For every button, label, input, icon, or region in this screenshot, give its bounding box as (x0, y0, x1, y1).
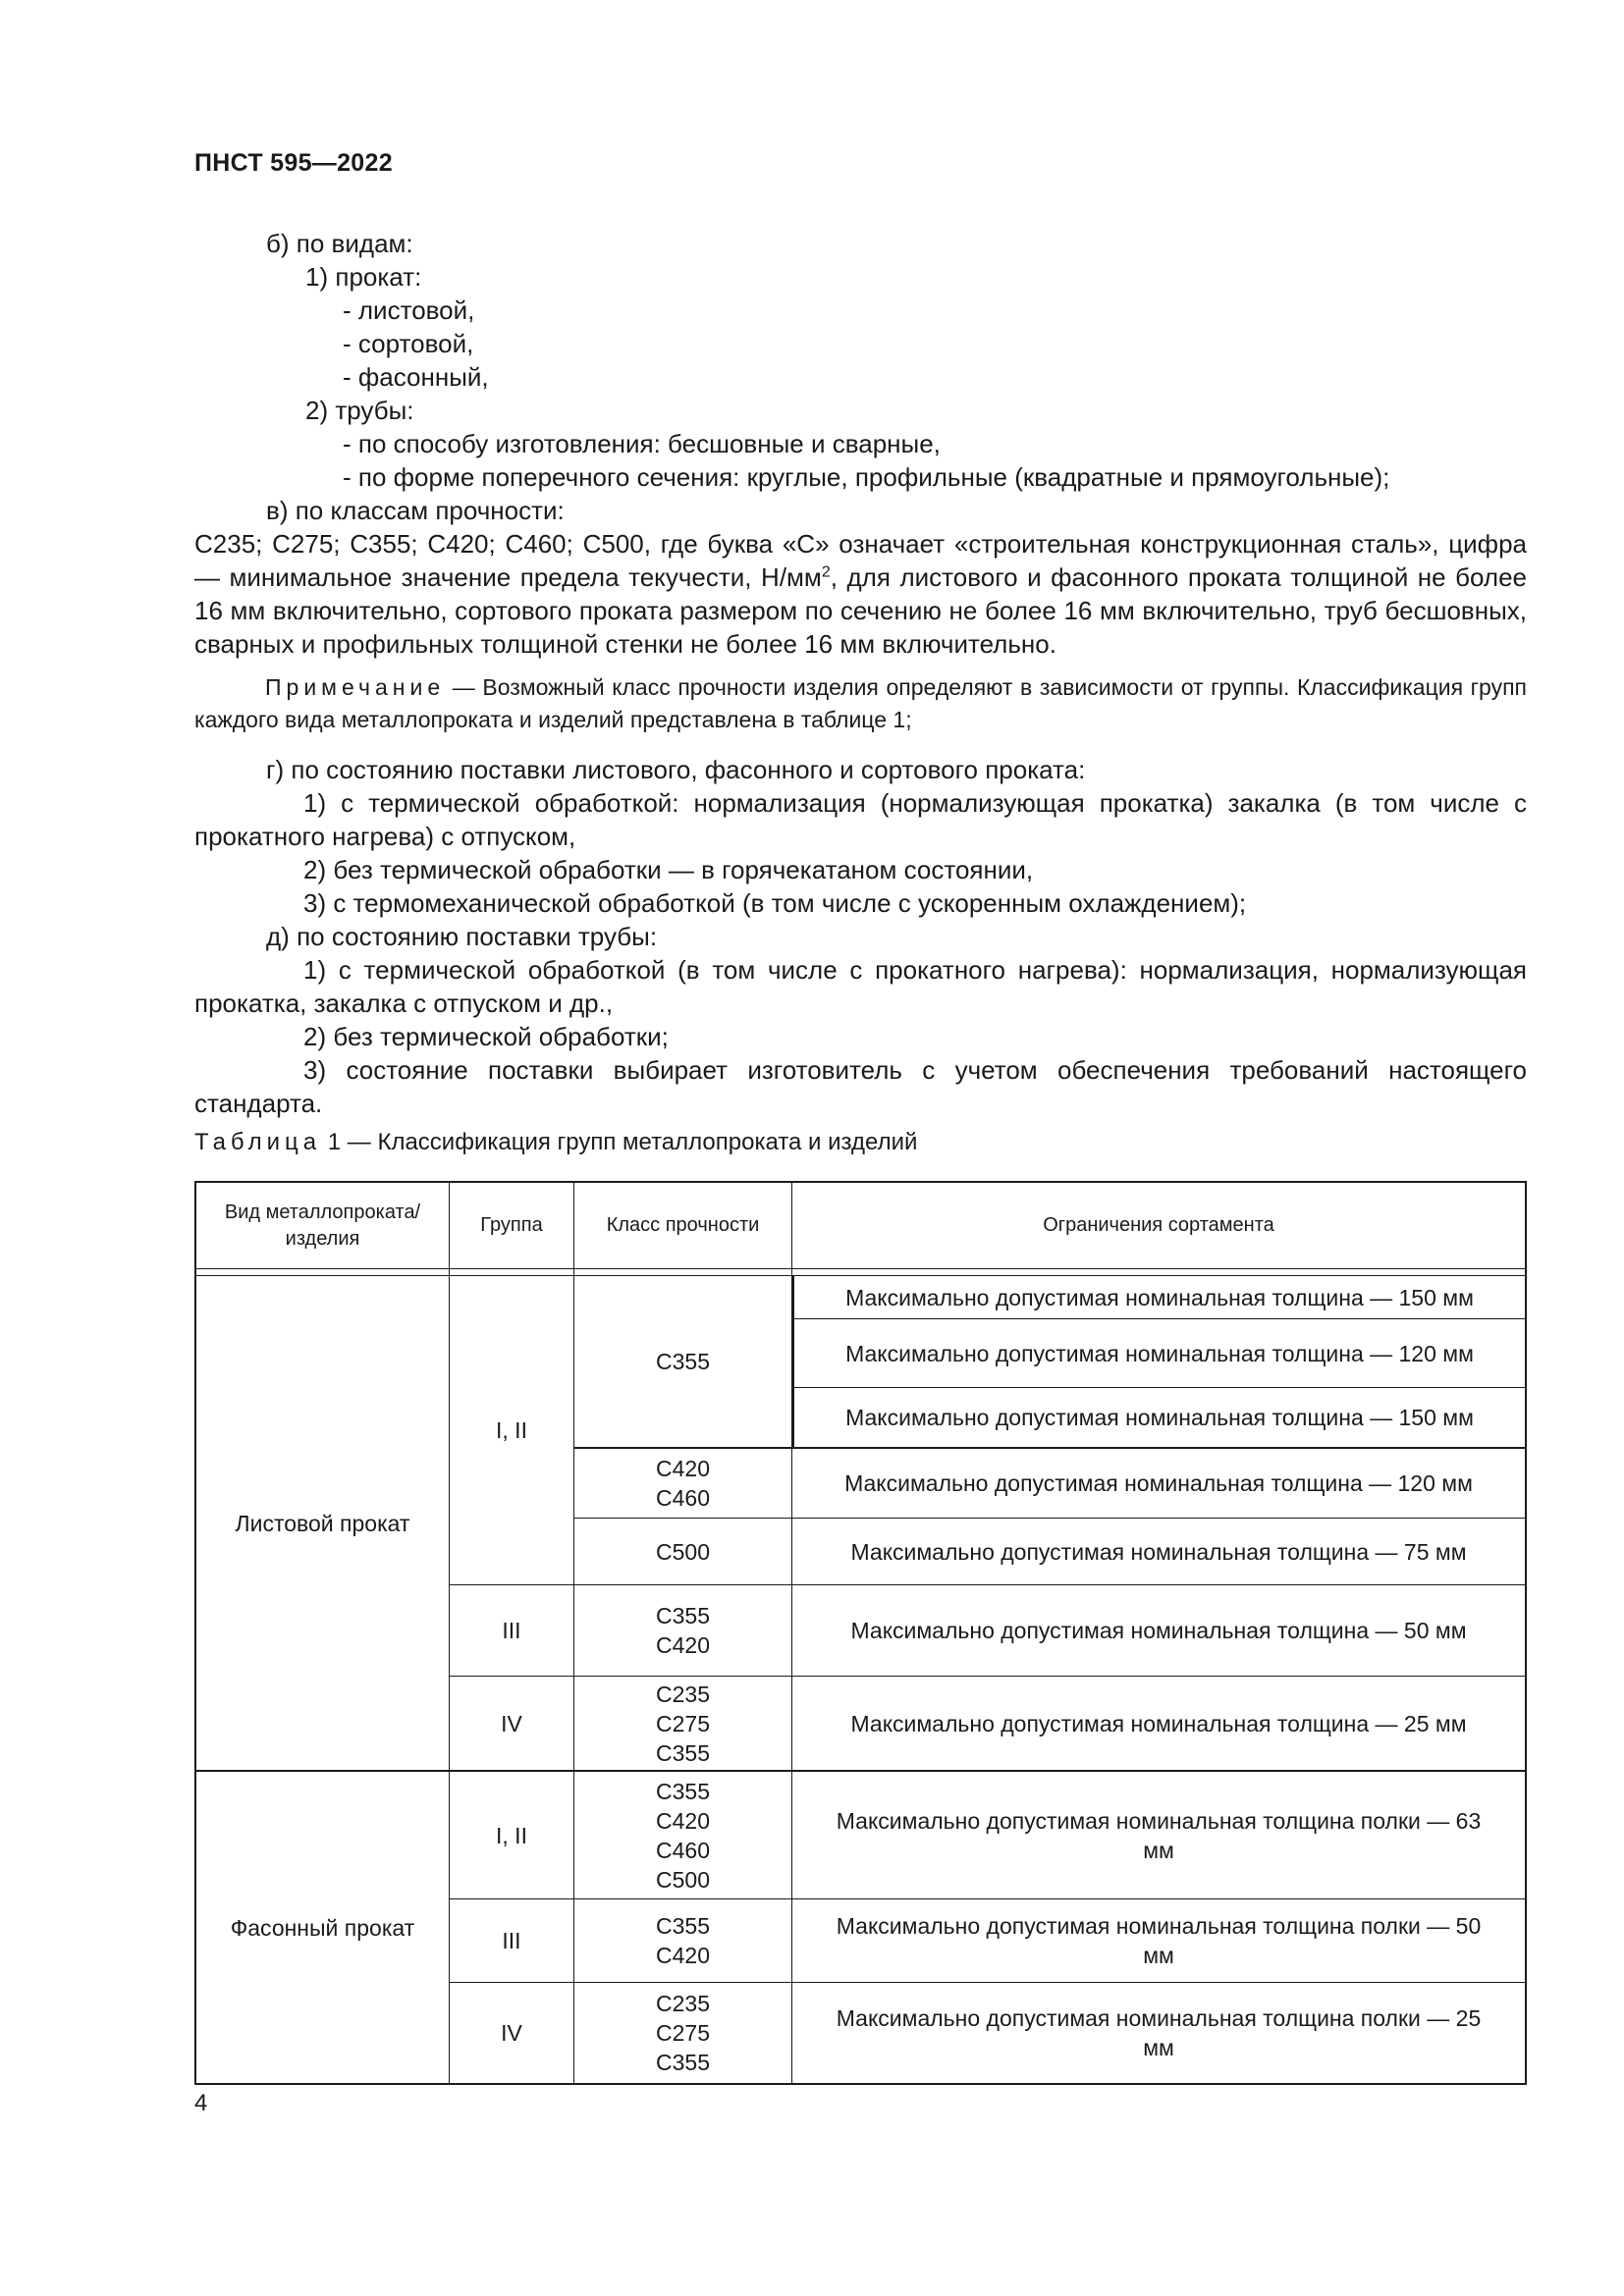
column-header-class: Класс прочности (574, 1183, 792, 1269)
class-cell: С355 (574, 1276, 792, 1449)
list-item-g1: 1) с термической обработкой: нормализация (нормализующая прокатка) закалка (в том числе с прокатного нагрева) с отпуском, (194, 788, 1527, 851)
note-paragraph (194, 671, 1527, 736)
list-marker: 2) (305, 396, 329, 425)
note-text: — Возможный класс прочности изделия определяют в зависимости от группы. Классификация групп каждого вида металлопроката и изделий представлена в таблице 1; (194, 674, 1527, 732)
list-text: трубы: (335, 396, 414, 425)
list-text: по состоянию поставки трубы: (297, 922, 658, 951)
superscript: 2 (821, 563, 831, 581)
column-header-group: Группа (450, 1183, 574, 1269)
group-cell: IV (450, 1983, 574, 2083)
limit-cell: Максимально допустимая номинальная толщина — 120 мм (792, 1449, 1525, 1519)
list-item-b (266, 227, 413, 260)
class-value: С460 (656, 1485, 710, 1511)
header-spacer (574, 1269, 792, 1276)
list-item-d2: 2) без термической обработки; (303, 1022, 669, 1051)
class-value: С275 (656, 2020, 710, 2046)
list-text: по классам прочности: (295, 496, 565, 525)
class-cell (574, 1677, 792, 1772)
list-item-d3: 3) состояние поставки выбирает изготовитель с учетом обеспечения требований настоящего стандарта. (194, 1055, 1527, 1118)
header-spacer (450, 1269, 574, 1276)
list-item: - сортовой, (343, 329, 474, 358)
list-item-g (266, 753, 1085, 786)
class-cell: С500 (574, 1519, 792, 1585)
page-number: 4 (194, 2090, 208, 2116)
limit-cell: Максимально допустимая номинальная толщина — 120 мм (792, 1319, 1525, 1388)
list-marker: 1) (305, 262, 329, 292)
list-item: - по способу изготовления: бесшовные и сварные, (343, 429, 941, 458)
list-item-d1: 1) с термической обработкой (в том числе с прокатного нагрева): нормализация, нормализующая прокатка, закалка с отпуском и др., (194, 955, 1527, 1018)
group-cell: III (450, 1585, 574, 1677)
list-item: - листовой, (343, 295, 475, 325)
limit-cell: Максимально допустимая номинальная толщина полки — 63 мм (792, 1772, 1525, 1899)
note-label: Примечание (265, 674, 446, 700)
caption-label: Таблица (194, 1129, 322, 1155)
class-value: С275 (656, 1710, 710, 1736)
header-spacer (196, 1269, 450, 1276)
limit-cell: Максимально допустимая номинальная толщина полки — 25 мм (836, 2005, 1482, 2060)
list-text: по видам: (296, 229, 413, 258)
column-header-limits: Ограничения сортамента (792, 1183, 1525, 1269)
list-marker: г) (266, 755, 285, 784)
class-value: С420 (656, 1456, 710, 1481)
list-marker: б) (266, 229, 290, 258)
list-marker: в) (266, 496, 289, 525)
list-item-g3: 3) с термомеханической обработкой (в том числе с ускоренным охлаждением); (303, 888, 1247, 918)
strength-classes-paragraph (194, 527, 1527, 661)
class-value: С355 (656, 2050, 710, 2075)
class-cell (574, 1899, 792, 1983)
class-value: С355 (656, 1603, 710, 1629)
limit-cell: Максимально допустимая номинальная толщина — 50 мм (792, 1585, 1525, 1677)
group-cell: I, II (450, 1772, 574, 1899)
list-item-v (266, 494, 565, 527)
class-value: С420 (656, 1943, 710, 1968)
paragraph-text: , для листового и фасонного проката толщиной не более 16 мм включительно, сортового проката размером по сечению не более 16 мм включительно, труб бесшовных, сварных и профильных толщиной стенки не более 16 мм включительно. (194, 562, 1528, 659)
group-cell: IV (450, 1677, 574, 1772)
header-spacer (792, 1269, 1525, 1276)
class-value: С235 (656, 1991, 710, 2016)
class-value: С355 (656, 1778, 710, 1804)
list-item-g2: 2) без термической обработки — в горячекатаном состоянии, (303, 855, 1034, 884)
group-cell: III (450, 1899, 574, 1983)
list-text: прокат: (335, 262, 422, 292)
row-header-sheet: Листовой прокат (196, 1276, 450, 1772)
class-value: С460 (656, 1837, 710, 1863)
limit-cell: Максимально допустимая номинальная толщина — 150 мм (792, 1276, 1525, 1319)
class-cell (574, 1585, 792, 1677)
caption-text: 1 — Классификация групп металлопроката и изделий (321, 1129, 918, 1155)
class-value: С235 (656, 1681, 710, 1707)
list-marker: д) (266, 922, 290, 951)
row-header-shaped: Фасонный прокат (196, 1772, 450, 2083)
paragraph-text: С235; С275; С355; С420; С460; С500, где буква «С» означает «строительная конструкционная сталь», цифра — минимальное значение предела текучести, Н/мм (194, 529, 1527, 592)
class-value: С355 (656, 1913, 710, 1939)
class-value: С420 (656, 1807, 710, 1834)
class-cell (574, 1449, 792, 1519)
class-value: С500 (656, 1866, 710, 1893)
limit-cell: Максимально допустимая номинальная толщина — 75 мм (792, 1519, 1525, 1585)
group-cell: I, II (450, 1276, 574, 1585)
class-cell (574, 1772, 792, 1899)
list-text: по состоянию поставки листового, фасонного и сортового проката: (291, 755, 1086, 784)
class-value: С355 (656, 1739, 710, 1766)
list-item: - по форме поперечного сечения: круглые, профильные (квадратные и прямоугольные); (343, 462, 1390, 492)
column-header-kind: Вид металлопроката/ изделия (196, 1183, 450, 1269)
limit-cell: Максимально допустимая номинальная толщина — 150 мм (792, 1388, 1525, 1449)
document-code: ПНСТ 595—2022 (194, 149, 393, 177)
limit-cell: Максимально допустимая номинальная толщина полки — 50 мм (792, 1899, 1525, 1983)
table-caption (194, 1129, 917, 1156)
class-cell (574, 1983, 792, 2083)
classification-table (194, 1181, 1527, 2085)
class-value: С420 (656, 1632, 710, 1658)
list-item: - фасонный, (343, 362, 489, 392)
list-item-b2 (305, 394, 414, 427)
list-item-d (266, 920, 657, 953)
limit-cell: Максимально допустимая номинальная толщина — 25 мм (792, 1677, 1525, 1772)
list-item-b1 (305, 260, 421, 294)
